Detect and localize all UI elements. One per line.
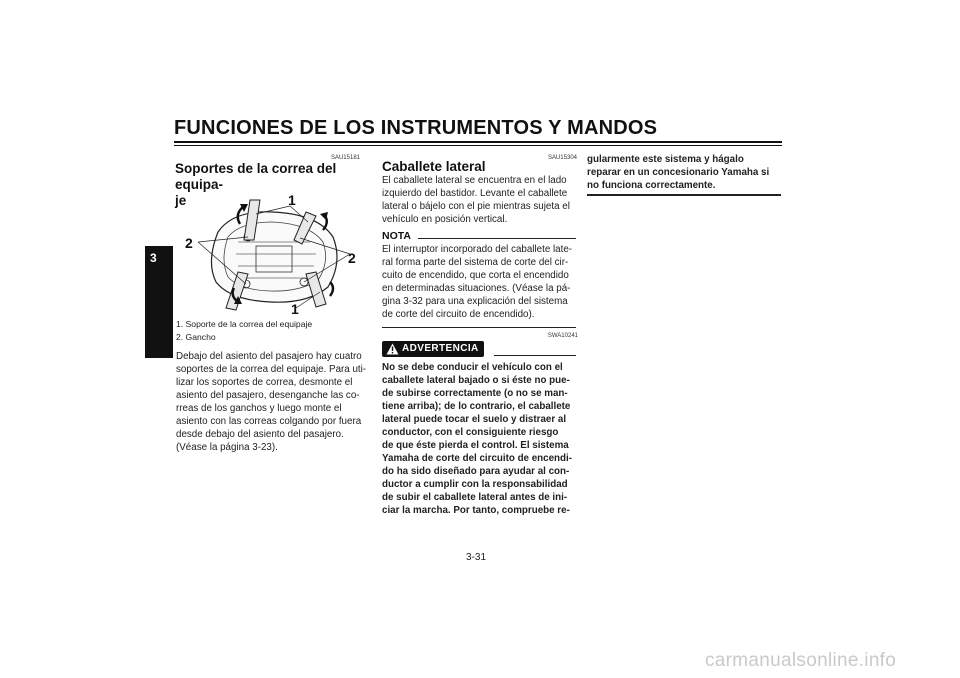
text-line: do ha sido diseñado para ayudar al con-: [382, 466, 570, 477]
header-rule: [174, 141, 782, 143]
heading-line: je: [175, 193, 187, 208]
text-line: rreas de los ganchos y luego monte el: [176, 403, 342, 414]
caption-line: 1. Soporte de la correa del equipaje: [176, 319, 313, 329]
callout-1-top: 1: [288, 192, 296, 208]
caption-line: 2. Gancho: [176, 332, 216, 342]
text-line: no funciona correctamente.: [587, 180, 716, 191]
callout-2-left: 2: [185, 235, 193, 251]
text-line: Yamaha de corte del circuito de encendi-: [382, 453, 573, 464]
text-line: de corte del circuito de encendido).: [382, 309, 535, 320]
warning-text: [382, 361, 576, 517]
text-line: de que éste pierda el control. El sistema: [382, 440, 569, 451]
figure-caption: [176, 318, 371, 344]
section-code: SAU15181: [330, 155, 360, 161]
callout-2-right: 2: [348, 250, 356, 266]
text-line: Debajo del asiento del pasajero hay cuatro: [176, 351, 362, 362]
text-line: tiene arriba); de lo contrario, el caballete: [382, 401, 571, 412]
warning-rule: [494, 355, 576, 356]
text-line: (Véase la página 3-23).: [176, 442, 278, 453]
nota-rule: [418, 238, 576, 239]
text-line: El caballete lateral se encuentra en el lado: [382, 175, 567, 186]
heading-line: Soportes de la correa del equipa-: [175, 161, 337, 192]
section-heading: Caballete lateral: [382, 159, 486, 174]
seat-underside-illustration: [178, 192, 363, 317]
text-line: izquierdo del bastidor. Levante el caballete: [382, 188, 568, 199]
page-number: 3-31: [466, 552, 487, 563]
text-line: caballete lateral bajado o si éste no pue-: [382, 375, 570, 386]
text-line: de subirse correctamente (o no se man-: [382, 388, 568, 399]
text-line: No se debe conducir el vehículo con el: [382, 362, 563, 373]
text-line: asiento con las correas colgando por fuera: [176, 416, 362, 427]
warning-text-continued: [587, 153, 781, 192]
warning-end-rule: [587, 194, 781, 196]
text-line: en determinadas situaciones. (Véase la pá-: [382, 283, 571, 294]
warning-triangle-icon: [386, 343, 399, 355]
text-line: El interruptor incorporado del caballete late-: [382, 244, 573, 255]
warning-code: SWA10241: [547, 333, 578, 339]
luggage-strap-figure: [178, 192, 363, 317]
text-line: ral forma parte del sistema de corte del cir-: [382, 257, 569, 268]
text-line: reparar en un concesionario Yamaha si: [587, 167, 770, 178]
text-line: ciar la marcha. Por tanto, compruebe re-: [382, 505, 570, 516]
header-rule-thin: [174, 145, 782, 146]
text-line: cuito de encendido, que corta el encendido: [382, 270, 569, 281]
text-line: conductor, con el consiguiente riesgo: [382, 427, 559, 438]
section-code: SAU15304: [547, 155, 577, 161]
text-line: vehículo en posición vertical.: [382, 214, 508, 225]
text-line: ductor a cumplir con la responsabilidad: [382, 479, 568, 490]
callout-1-bottom: 1: [291, 301, 299, 317]
chapter-number: 3: [150, 251, 157, 265]
text-line: soportes de la correa del equipaje. Para uti-: [176, 364, 367, 375]
watermark[interactable]: carmanualsonline.info: [705, 650, 897, 671]
page-header-title: FUNCIONES DE LOS INSTRUMENTOS Y MANDOS: [174, 117, 658, 139]
warning-label: ADVERTENCIA: [402, 343, 479, 354]
section-paragraph: [176, 350, 369, 454]
chapter-tab: [145, 246, 173, 358]
section-paragraph: [382, 174, 576, 226]
nota-label: NOTA: [382, 230, 411, 242]
text-line: desde debajo del asiento del pasajero.: [176, 429, 344, 440]
warning-badge: [382, 341, 484, 357]
text-line: lateral o bájelo con el pie mientras sujeta el: [382, 201, 570, 212]
text-line: gularmente este sistema y hágalo: [587, 154, 744, 165]
text-line: lizar los soportes de correa, desmonte el: [176, 377, 353, 388]
nota-text: [382, 243, 576, 321]
text-line: gina 3-32 para una explicación del sistema: [382, 296, 568, 307]
text-line: lateral puede tocar el suelo y distraer al: [382, 414, 567, 425]
text-line: de subir el caballete lateral antes de ini-: [382, 492, 568, 503]
text-line: asiento del pasajero, desenganche las co-: [176, 390, 360, 401]
nota-end-rule: [382, 327, 576, 328]
